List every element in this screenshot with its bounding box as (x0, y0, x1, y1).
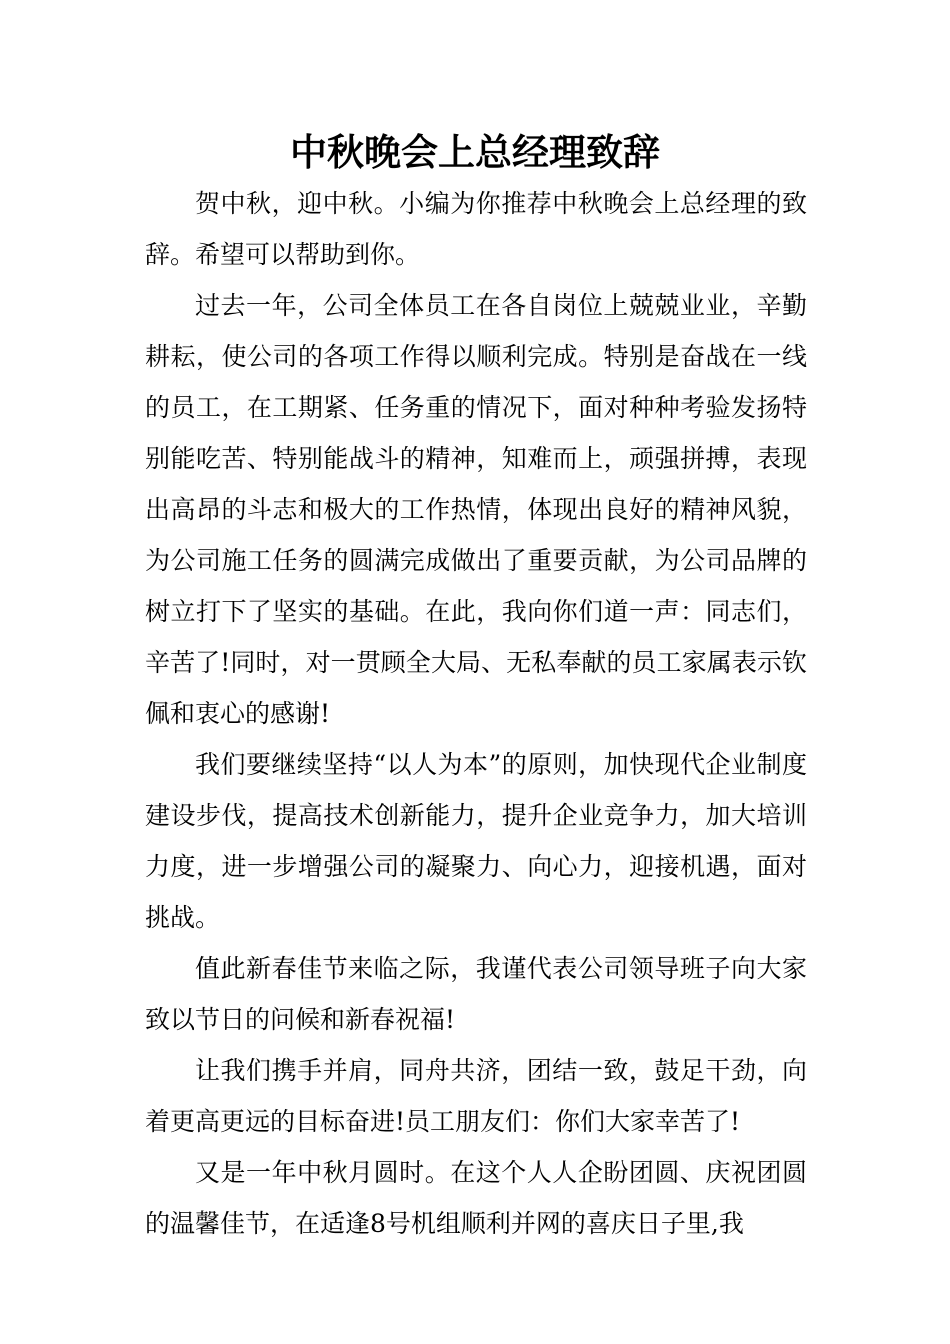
paragraph-mid-autumn: 又是一年中秋月圆时。在这个人人企盼团圆、庆祝团圆的温馨佳节，在适逢8号机组顺利并网的喜庆日子里,我 (145, 1158, 807, 1238)
paragraph-principles: 我们要继续坚持“以人为本”的原则，加快现代企业制度建设步伐，提高技术创新能力，提升企业竞争力，加大培训力度，进一步增强公司的凝聚力、向心力，迎接机遇，面对挑战。 (145, 750, 807, 932)
paragraph-intro: 贺中秋，迎中秋。小编为你推荐中秋晚会上总经理的致辞。希望可以帮助到你。 (145, 189, 807, 269)
document-title: 中秋晚会上总经理致辞 (290, 130, 660, 174)
paragraph-greetings: 值此新春佳节来临之际，我谨代表公司领导班子向大家致以节日的问候和新春祝福! (145, 954, 807, 1034)
document-body (145, 178, 807, 1249)
paragraph-together: 让我们携手并肩，同舟共济，团结一致，鼓足干劲，向着更高更远的目标奋进!员工朋友们：你们大家幸苦了! (145, 1056, 807, 1136)
paragraph-past-year: 过去一年，公司全体员工在各自岗位上兢兢业业，辛勤耕耘，使公司的各项工作得以顺利完成。特别是奋战在一线的员工，在工期紧、任务重的情况下，面对种种考验发扬特别能吃苦、特别能战斗的精神，知难而上，顽强拼搏，表现出高昂的斗志和极大的工作热情，体现出良好的精神风貌，为公司施工任务的圆满完成做出了重要贡献，为公司品牌的树立打下了坚实的基础。在此，我向你们道一声：同志们，辛苦了!同时，对一贯顾全大局、无私奉献的员工家属表示钦佩和衷心的感谢! (145, 291, 807, 728)
